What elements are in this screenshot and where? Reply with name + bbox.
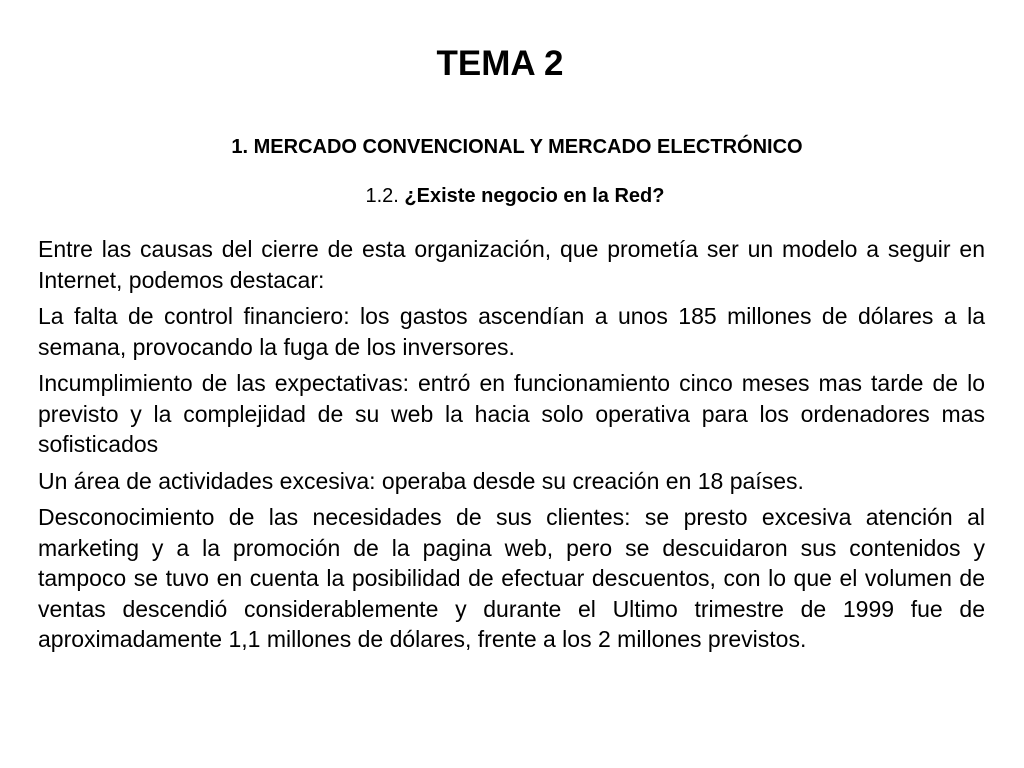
subsection-number: 1.2. <box>365 185 399 207</box>
paragraph-financial-control: La falta de control financiero: los gastos ascendían a unos 185 millones de dólares a la semana, provocando la fuga de los inversores. <box>38 303 985 360</box>
slide-body <box>38 234 985 661</box>
paragraph-intro: Entre las causas del cierre de esta organización, que prometía ser un modelo a seguir en Internet, podemos destacar: <box>38 236 985 293</box>
subsection-question: ¿Existe negocio en la Red? <box>404 185 665 207</box>
section-heading: 1. MERCADO CONVENCIONAL Y MERCADO ELECTRÓNICO <box>231 136 803 158</box>
slide-title: TEMA 2 <box>436 44 564 83</box>
paragraph-expectations: Incumplimiento de las expectativas: entró en funcionamiento cinco meses mas tarde de lo previsto y la complejidad de su web la hacia solo operativa para los ordenadores mas sofisticados <box>38 370 985 457</box>
paragraph-activity-area: Un área de actividades excesiva: operaba desde su creación en 18 países. <box>38 467 804 494</box>
paragraph-customer-needs: Desconocimiento de las necesidades de sus clientes: se presto excesiva atención al marketing y a la promoción de la pagina web, pero se descuidaron sus contenidos y tampoco se tuvo en cuenta la posibilidad de efectuar descuentos, con lo que el volumen de ventas descendió considerablemente y durante el Ultimo trimestre de 1999 fue de aproximadamente 1,1 millones de dólares, frente a los 2 millones previstos. <box>38 504 985 652</box>
subsection-heading <box>0 182 1024 210</box>
